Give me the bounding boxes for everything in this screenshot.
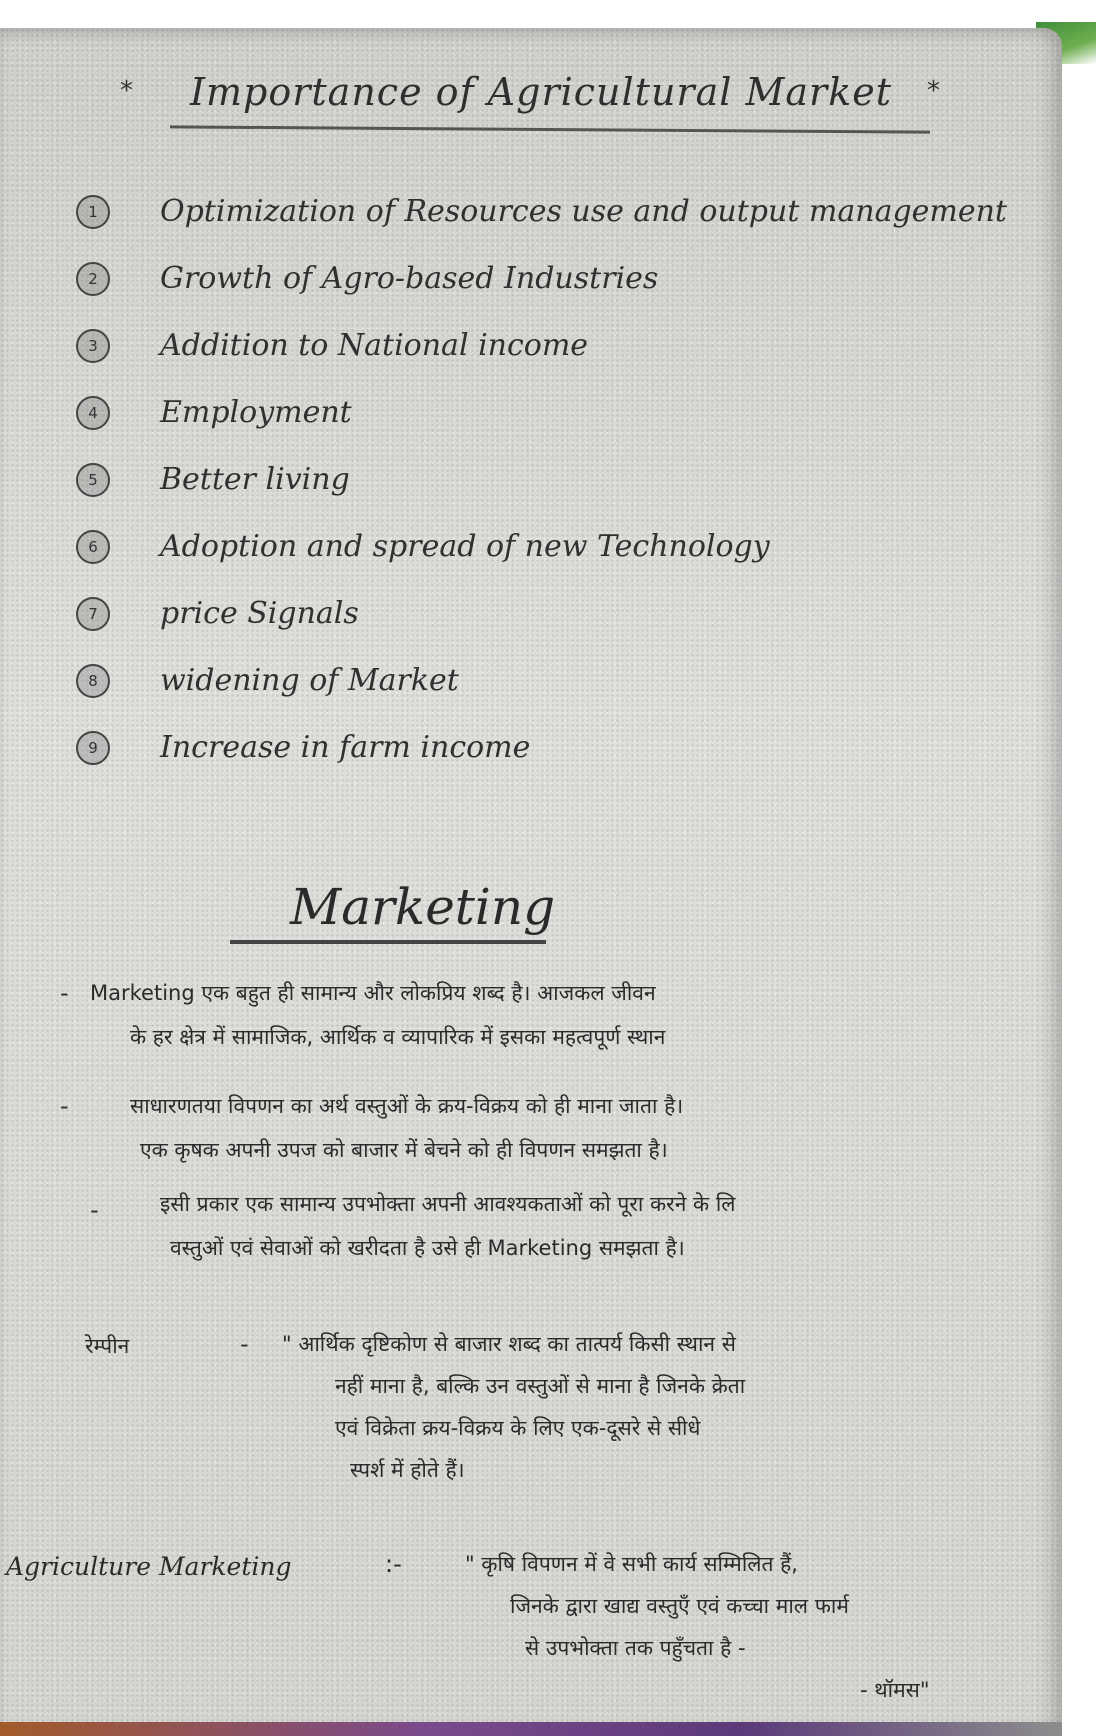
list-item	[76, 245, 1062, 312]
definition-separator: :-	[385, 1550, 402, 1578]
bullet-dash: -	[90, 1196, 99, 1224]
paragraph-line: नहीं माना है, बल्कि उन वस्तुओं से माना है जिनके क्रेता	[335, 1374, 746, 1398]
point-number-circle: 1	[76, 195, 110, 229]
paragraph-line: से उपभोक्ता तक पहुँचता है -	[525, 1636, 746, 1660]
background-bottom-edge	[0, 1722, 1062, 1736]
title-row	[120, 64, 940, 124]
paragraph-definition-1	[0, 1330, 1060, 1510]
point-text: Addition to National income	[160, 328, 589, 363]
point-text: Adoption and spread of new Technology	[160, 529, 770, 564]
marketing-heading-underline	[230, 940, 546, 944]
bullet-dash: -	[60, 979, 69, 1007]
paragraph-agri-marketing-definition	[0, 1528, 1060, 1718]
importance-points-list	[76, 178, 1062, 781]
definition-author-signoff: - थॉमस"	[860, 1678, 930, 1702]
point-text: widening of Market	[160, 663, 459, 698]
point-text: Employment	[160, 395, 352, 430]
point-text: Better living	[160, 462, 350, 497]
point-text: Growth of Agro-based Industries	[160, 261, 659, 296]
paragraph-general-meaning	[60, 1088, 1060, 1178]
point-number-circle: 6	[76, 530, 110, 564]
paragraph-line: के हर क्षेत्र में सामाजिक, आर्थिक व व्यापारिक में इसका महत्वपूर्ण स्थान	[130, 1025, 666, 1049]
point-number-circle: 7	[76, 597, 110, 631]
page-title: Importance of Agricultural Market	[190, 70, 892, 114]
list-item	[76, 178, 1062, 245]
marketing-heading: Marketing	[290, 878, 556, 936]
point-text: Optimization of Resources use and output management	[160, 194, 1007, 229]
list-item	[76, 513, 1062, 580]
point-number-circle: 5	[76, 463, 110, 497]
paragraph-line: एवं विक्रेता क्रय-विक्रय के लिए एक-दूसरे से सीधे	[335, 1416, 701, 1440]
list-item	[76, 714, 1062, 781]
paragraph-line: साधारणतया विपणन का अर्थ वस्तुओं के क्रय-विक्रय को ही माना जाता है।	[130, 1094, 684, 1118]
paragraph-line: " आर्थिक दृष्टिकोण से बाजार शब्द का तात्पर्य किसी स्थान से	[282, 1332, 736, 1356]
point-number-circle: 8	[76, 664, 110, 698]
title-underline	[170, 125, 930, 133]
paragraph-line: इसी प्रकार एक सामान्य उपभोक्ता अपनी आवश्यकताओं को पूरा करने के लि	[160, 1192, 736, 1216]
star-marker-left: *	[120, 76, 133, 106]
bullet-dash: -	[240, 1330, 249, 1358]
list-item	[76, 647, 1062, 714]
paragraph-line: वस्तुओं एवं सेवाओं को खरीदता है उसे ही Marketing समझता है।	[170, 1236, 685, 1260]
list-item	[76, 580, 1062, 647]
definition-author-label: रेम्पीन	[85, 1334, 130, 1358]
list-item	[76, 312, 1062, 379]
paragraph-line: एक कृषक अपनी उपज को बाजार में बेचने को ही विपणन समझता है।	[140, 1138, 668, 1162]
list-item	[76, 379, 1062, 446]
point-number-circle: 2	[76, 262, 110, 296]
list-item	[76, 446, 1062, 513]
agriculture-marketing-label: Agriculture Marketing	[6, 1552, 292, 1581]
paragraph-line: " कृषि विपणन में वे सभी कार्य सम्मिलित हैं,	[465, 1552, 798, 1576]
point-text: price Signals	[160, 596, 359, 631]
paragraph-line: Marketing एक बहुत ही सामान्य और लोकप्रिय शब्द है। आजकल जीवन	[90, 981, 656, 1005]
point-number-circle: 9	[76, 731, 110, 765]
paragraph-line: स्पर्श में होते हैं।	[350, 1458, 465, 1482]
star-marker-right: *	[927, 76, 940, 106]
paragraph-line: जिनके द्वारा खाद्य वस्तुएँ एवं कच्चा माल फार्म	[510, 1594, 849, 1618]
paragraph-marketing-intro	[60, 973, 1060, 1063]
point-text: Increase in farm income	[160, 730, 531, 765]
notebook-page	[0, 28, 1062, 1736]
point-number-circle: 4	[76, 396, 110, 430]
bullet-dash: -	[60, 1092, 69, 1120]
paragraph-consumer-meaning	[60, 1186, 1060, 1276]
point-number-circle: 3	[76, 329, 110, 363]
